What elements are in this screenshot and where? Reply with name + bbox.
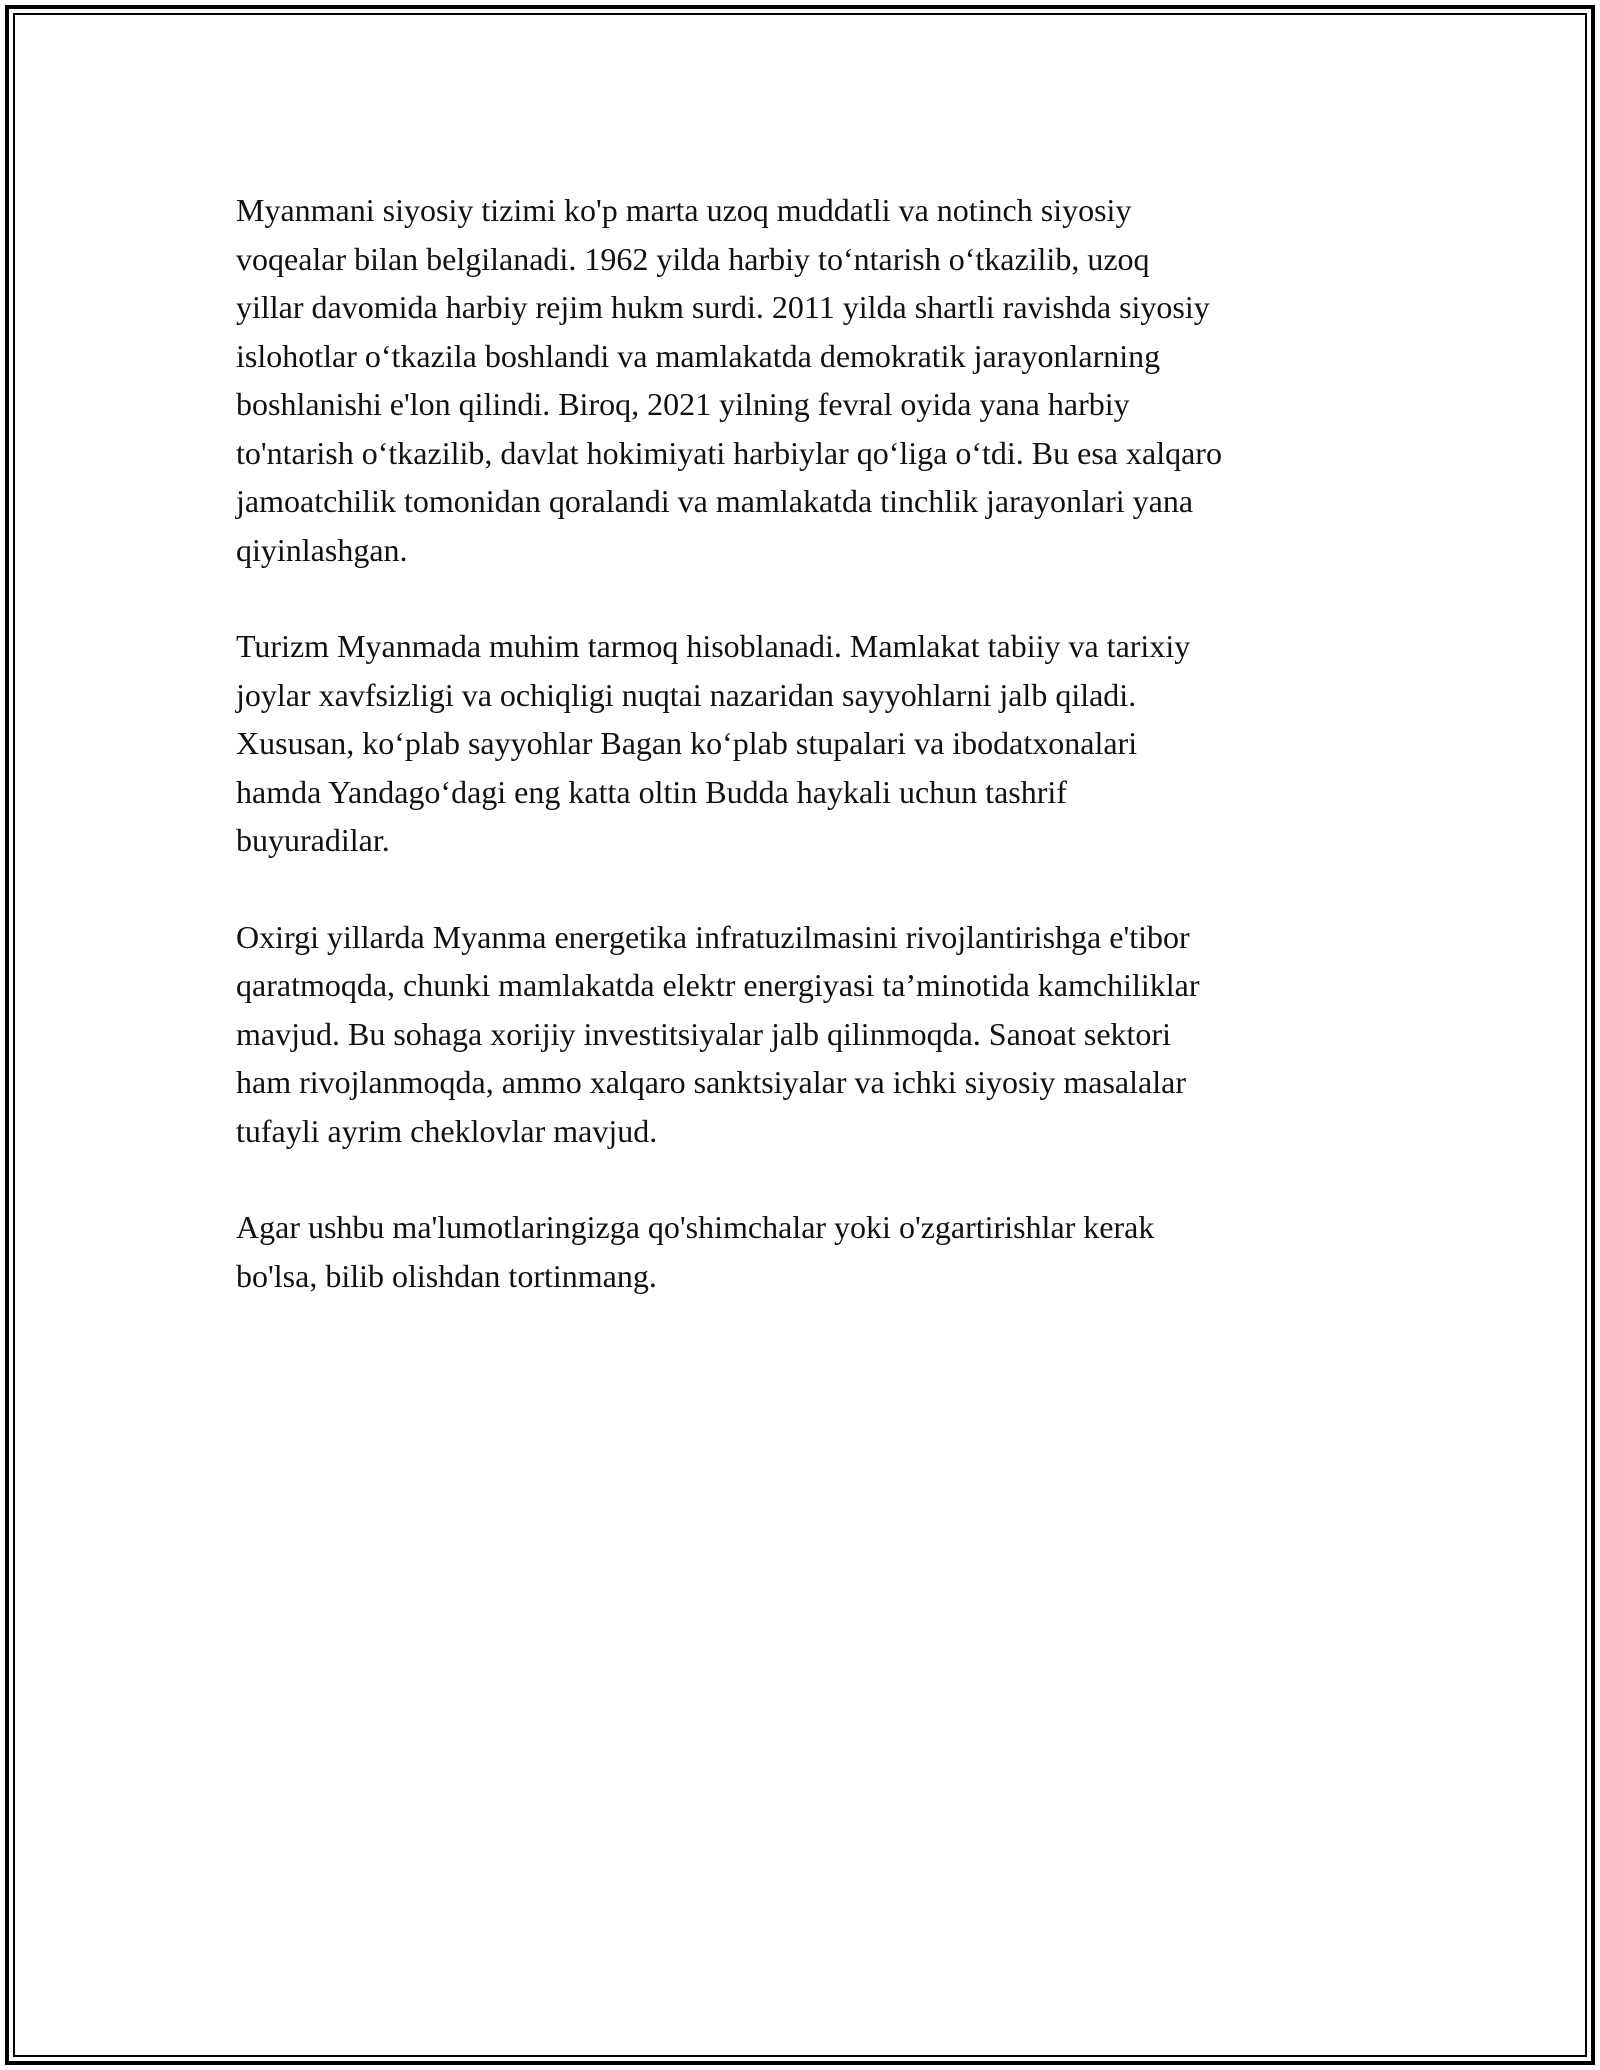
text-line: yillar davomida harbiy rejim hukm surdi. 2011 yilda shartli ravishda siyosiy [236,289,1210,325]
paragraph-tourism [236,622,1396,865]
text-line: buyuradilar. [236,822,390,858]
text-line: ham rivojlanmoqda, ammo xalqaro sanktsiyalar va ichki siyosiy masalalar [236,1064,1186,1100]
text-line: Myanmani siyosiy tizimi ko'p marta uzoq muddatli va notinch siyosiy [236,192,1132,228]
text-line: qaratmoqda, chunki mamlakatda elektr energiyasi ta’minotida kamchiliklar [236,967,1200,1003]
paragraph-closing [236,1203,1396,1300]
text-line: joylar xavfsizligi va ochiqligi nuqtai nazaridan sayyohlarni jalb qiladi. [236,676,1137,713]
paragraph-politics [236,186,1396,574]
text-line: boshlanishi e'lon qilindi. Biroq, 2021 yilning fevral oyida yana harbiy [236,386,1130,422]
text-line: islohotlar oʻtkazila boshlandi va mamlakatda demokratik jarayonlarning [236,337,1161,374]
text-line: hamda Yandagoʻdagi eng katta oltin Budda haykali uchun tashrif [236,773,1067,810]
text-line: Turizm Myanmada muhim tarmoq hisoblanadi. Mamlakat tabiiy va tarixiy [236,628,1191,664]
text-line: jamoatchilik tomonidan qoralandi va mamlakatda tinchlik jarayonlari yana [236,483,1194,519]
document-body [236,186,1396,1348]
text-line: tufayli ayrim cheklovlar mavjud. [236,1112,658,1149]
paragraph-energy [236,913,1396,1156]
text-line: to'ntarish oʻtkazilib, davlat hokimiyati harbiylar qoʻliga oʻtdi. Bu esa xalqaro [236,434,1222,471]
text-line: qiyinlashgan. [236,531,408,568]
text-line: voqealar bilan belgilanadi. 1962 yilda harbiy toʻntarish oʻtkazilib, uzoq [236,240,1150,277]
text-line: Oxirgi yillarda Myanma energetika infratuzilmasini rivojlantirishga e'tibor [236,918,1190,955]
text-line: Xususan, koʻplab sayyohlar Bagan koʻplab stupalari va ibodatxonalari [236,725,1138,761]
text-line: bo'lsa, bilib olishdan tortinmang. [236,1257,657,1294]
text-line: Agar ushbu ma'lumotlaringizga qo'shimchalar yoki o'zgartirishlar kerak [236,1209,1155,1245]
text-line: mavjud. Bu sohaga xorijiy investitsiyalar jalb qilinmoqda. Sanoat sektori [236,1015,1171,1052]
